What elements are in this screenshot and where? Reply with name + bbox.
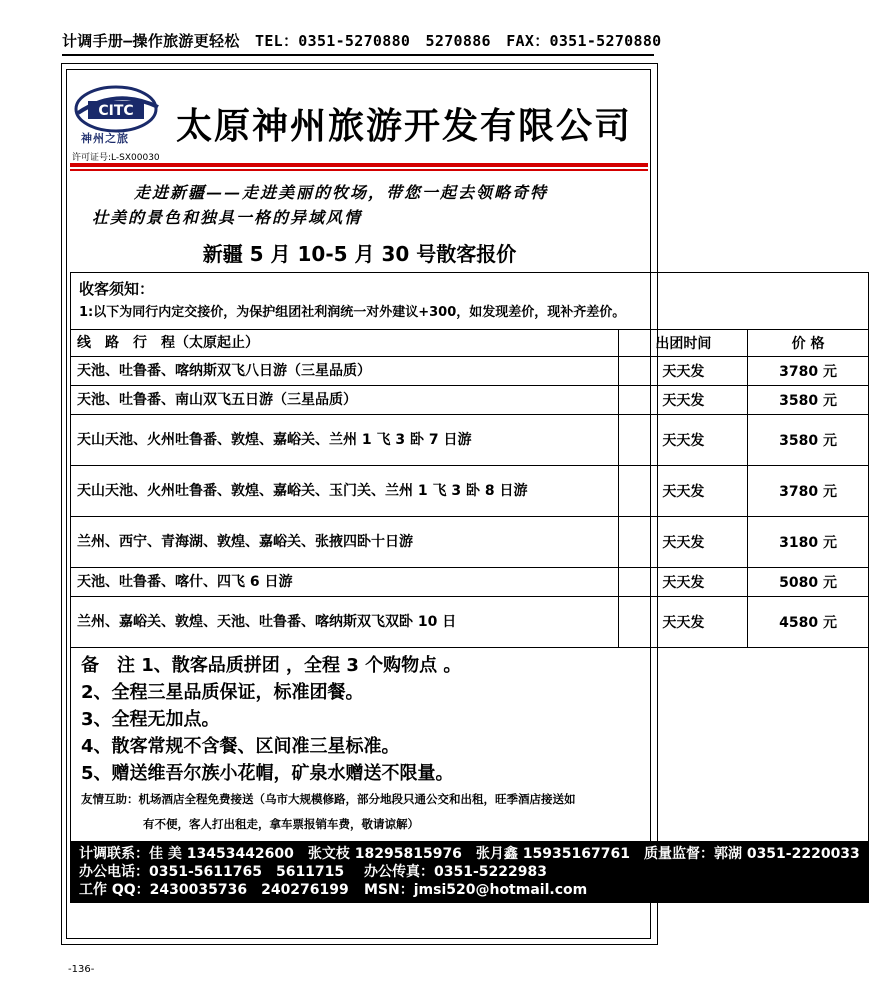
quote-title: 新疆 5 月 10-5 月 30 号散客报价 [202,242,517,266]
logo-text: CITC [98,103,134,119]
table-row [71,386,869,415]
remark-line: 5、赠送维吾尔族小花帽，矿泉水赠送不限量。 [81,763,454,784]
notice-cell [71,273,869,330]
contact-office-phone: 办公电话：0351-5611765 5611715 [79,864,345,880]
remark-line: 备 注 1、散客品质拼团 ，全程 3 个购物点 。 [81,655,462,676]
route-name: 天池、吐鲁番、喀什、四飞 6 日游 [71,568,619,597]
route-departure: 天天发 [619,568,748,597]
route-departure: 天天发 [619,517,748,568]
route-price: 3780 元 [748,357,869,386]
header-departure: 出团时间 [619,330,748,357]
route-name: 兰州、西宁、青海湖、敦煌、嘉峪关、张掖四卧十日游 [71,517,619,568]
red-divider [70,163,648,167]
route-name: 天池、吐鲁番、南山双飞五日游（三星品质） [71,386,619,415]
route-price: 4580 元 [748,597,869,648]
header-slogan: 计调手册—操作旅游更轻松 [62,32,240,50]
route-name: 天池、吐鲁番、喀纳斯双飞八日游（三星品质） [71,357,619,386]
contact-qq: 工作 QQ：2430035736 240276199 [79,882,349,898]
contact-row [71,842,869,903]
price-table [70,272,869,903]
contact-bar [71,842,869,903]
header-fax: FAX：0351-5270880 [506,32,662,50]
remarks-cell [71,648,869,842]
table-row [71,415,869,466]
friendly-note-line-2: 有不便，客人打出租走，拿车票报销车费，敬请谅解） [143,817,419,831]
contact-planners: 计调联系：佳 美 13453442600 张文枝 18295815976 张月鑫 15935167761 质量监督：郭湖 0351-2220033 [79,846,860,862]
contact-msn: MSN：jmsi520@hotmail.com [364,882,588,898]
notice-body: 1:以下为同行内定交接价，为保护组团社利润统一对外建议+300，如发现差价，现补齐差价。 [79,305,626,320]
header-price: 价 格 [748,330,869,357]
header-route: 线 路 行 程（太原起止） [71,330,619,357]
remark-line: 3、全程无加点。 [81,709,220,730]
route-name: 天山天池、火州吐鲁番、敦煌、嘉峪关、玉门关、兰州 1 飞 3 卧 8 日游 [71,466,619,517]
company-name: 太原神州旅游开发有限公司 [176,105,633,147]
route-name: 天山天池、火州吐鲁番、敦煌、嘉峪关、兰州 1 飞 3 卧 7 日游 [71,415,619,466]
red-divider-thin [70,169,648,171]
table-row [71,357,869,386]
remarks-row [71,648,869,842]
license-number: 许可证号:L-SX00030 [72,153,160,163]
route-price: 3580 元 [748,386,869,415]
route-departure: 天天发 [619,386,748,415]
slogan-line-2: 壮美的景色和独具一格的异域风情 [92,208,363,227]
route-departure: 天天发 [619,597,748,648]
friendly-note [81,787,858,837]
route-departure: 天天发 [619,357,748,386]
table-row [71,597,869,648]
route-price: 3580 元 [748,415,869,466]
route-price: 3780 元 [748,466,869,517]
logo-caption: 神州之旅 [81,132,129,145]
table-row [71,517,869,568]
contact-office-fax: 办公传真：0351-5222983 [364,864,547,880]
table-row [71,466,869,517]
top-header [62,30,662,56]
page-number: -136- [68,964,95,975]
notice-title: 收客须知： [79,280,155,298]
route-price: 3180 元 [748,517,869,568]
slogan-line-1: 走进新疆——走进美丽的牧场，带您一起去领略奇特 [134,183,549,202]
table-row [71,568,869,597]
friendly-note-line-1: 友情互助：机场酒店全程免费接送（乌市大规模修路，部分地段只通公交和出租，旺季酒店接送如 [81,792,576,806]
header-tel: TEL：0351-5270880 5270886 [254,32,491,50]
route-departure: 天天发 [619,415,748,466]
route-name: 兰州、嘉峪关、敦煌、天池、吐鲁番、喀纳斯双飞双卧 10 日 [71,597,619,648]
remark-line: 4、散客常规不含餐、区间准三星标准。 [81,736,400,757]
table-header-row [71,330,869,357]
notice-row [71,273,869,330]
route-price: 5080 元 [748,568,869,597]
route-departure: 天天发 [619,466,748,517]
remark-line: 2、全程三星品质保证，标准团餐。 [81,682,364,703]
